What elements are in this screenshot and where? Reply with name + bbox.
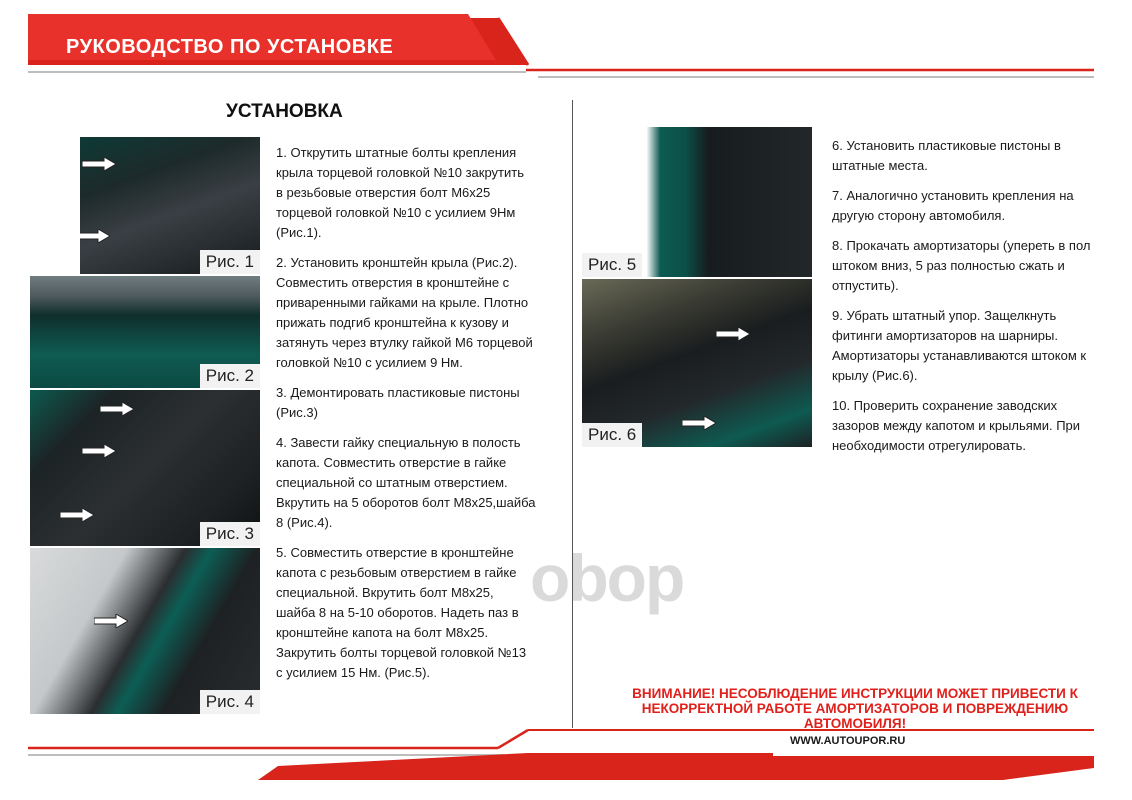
arrow-right-icon — [60, 508, 94, 522]
step-9: 9. Убрать штатный упор. Защелкнуть фитинги амортизаторов на шарниры. Амортизаторы устанавливаются штоком к крылу (Рис.6). — [832, 308, 1087, 383]
figure-2 — [30, 276, 260, 388]
figure-caption: Рис. 6 — [582, 423, 642, 447]
arrow-right-icon — [716, 327, 750, 341]
section-title: УСТАНОВКА — [226, 101, 343, 122]
figure-1 — [80, 137, 260, 274]
footer-banner-shape — [28, 728, 1094, 783]
figure-4 — [30, 548, 260, 714]
header-banner — [28, 10, 1094, 85]
website-link[interactable]: WWW.AUTOUPOR.RU — [790, 735, 906, 747]
arrow-right-icon — [94, 614, 128, 628]
arrow-right-icon — [100, 402, 134, 416]
figure-caption: Рис. 3 — [200, 522, 260, 546]
figure-5 — [582, 127, 812, 277]
column-divider — [572, 100, 573, 728]
steps-left-column — [276, 143, 566, 693]
step-5: 5. Совместить отверстие в кронштейне капота с резьбовым отверстием в гайке специальной. Вкрутить болт М8х25, шайба 8 на 5-10 оборотов. Надеть паз в кронштейне капота на болт М8х25. Закрутить болты торцевой головкой №13 с усилием 15 Нм. (Рис.5). — [276, 545, 527, 680]
page-title: РУКОВОДСТВО ПО УСТАНОВКЕ — [66, 36, 394, 58]
arrow-right-icon — [80, 229, 110, 243]
step-2: 2. Установить кронштейн крыла (Рис.2). Совместить отверстия в кронштейне с приваренными гайками на крыле. Плотно прижать подгиб кронштейна к кузову и затянуть через втулку гайкой М6 торцевой головкой №10 с усилием 9 Нм. — [276, 255, 533, 370]
step-7: 7. Аналогично установить крепления на другую сторону автомобиля. — [832, 188, 1074, 223]
step-1: 1. Открутить штатные болты крепления крыла торцевой головкой №10 закрутить в резьбовые отверстия болт М6х25 торцевой головкой №10 с усилием 9Нм (Рис.1). — [276, 145, 524, 240]
watermark-logo: oboр — [530, 541, 684, 615]
figure-caption: Рис. 1 — [200, 250, 260, 274]
arrow-right-icon — [82, 444, 116, 458]
step-3: 3. Демонтировать пластиковые пистоны (Рис.3) — [276, 385, 520, 420]
step-4: 4. Завести гайку специальную в полость капота. Совместить отверстие в гайке специальной со штатным отверстием. Вкрутить на 5 оборотов болт М8х25,шайба 8 (Рис.4). — [276, 435, 536, 530]
steps-right-column — [832, 136, 1112, 466]
warning-text: ВНИМАНИЕ! НЕСОБЛЮДЕНИЕ ИНСТРУКЦИИ МОЖЕТ ПРИВЕСТИ К НЕКОРРЕКТНОЙ РАБОТЕ АМОРТИЗАТОРОВ И ПОВРЕЖДЕНИЮ АВТОМОБИЛЯ! — [632, 686, 1078, 731]
arrow-right-icon — [82, 157, 116, 171]
arrow-right-icon — [682, 416, 716, 430]
figure-caption: Рис. 2 — [200, 364, 260, 388]
figure-caption: Рис. 5 — [582, 253, 642, 277]
figure-3 — [30, 390, 260, 546]
step-10: 10. Проверить сохранение заводских зазоров между капотом и крыльями. При необходимости отрегулировать. — [832, 398, 1081, 453]
figure-6 — [582, 279, 812, 447]
footer-banner — [28, 728, 1094, 783]
figure-caption: Рис. 4 — [200, 690, 260, 714]
step-8: 8. Прокачать амортизаторы (упереть в пол штоком вниз, 5 раз полностью сжать и отпустить). — [832, 238, 1091, 293]
step-6: 6. Установить пластиковые пистоны в штатные места. — [832, 138, 1061, 173]
